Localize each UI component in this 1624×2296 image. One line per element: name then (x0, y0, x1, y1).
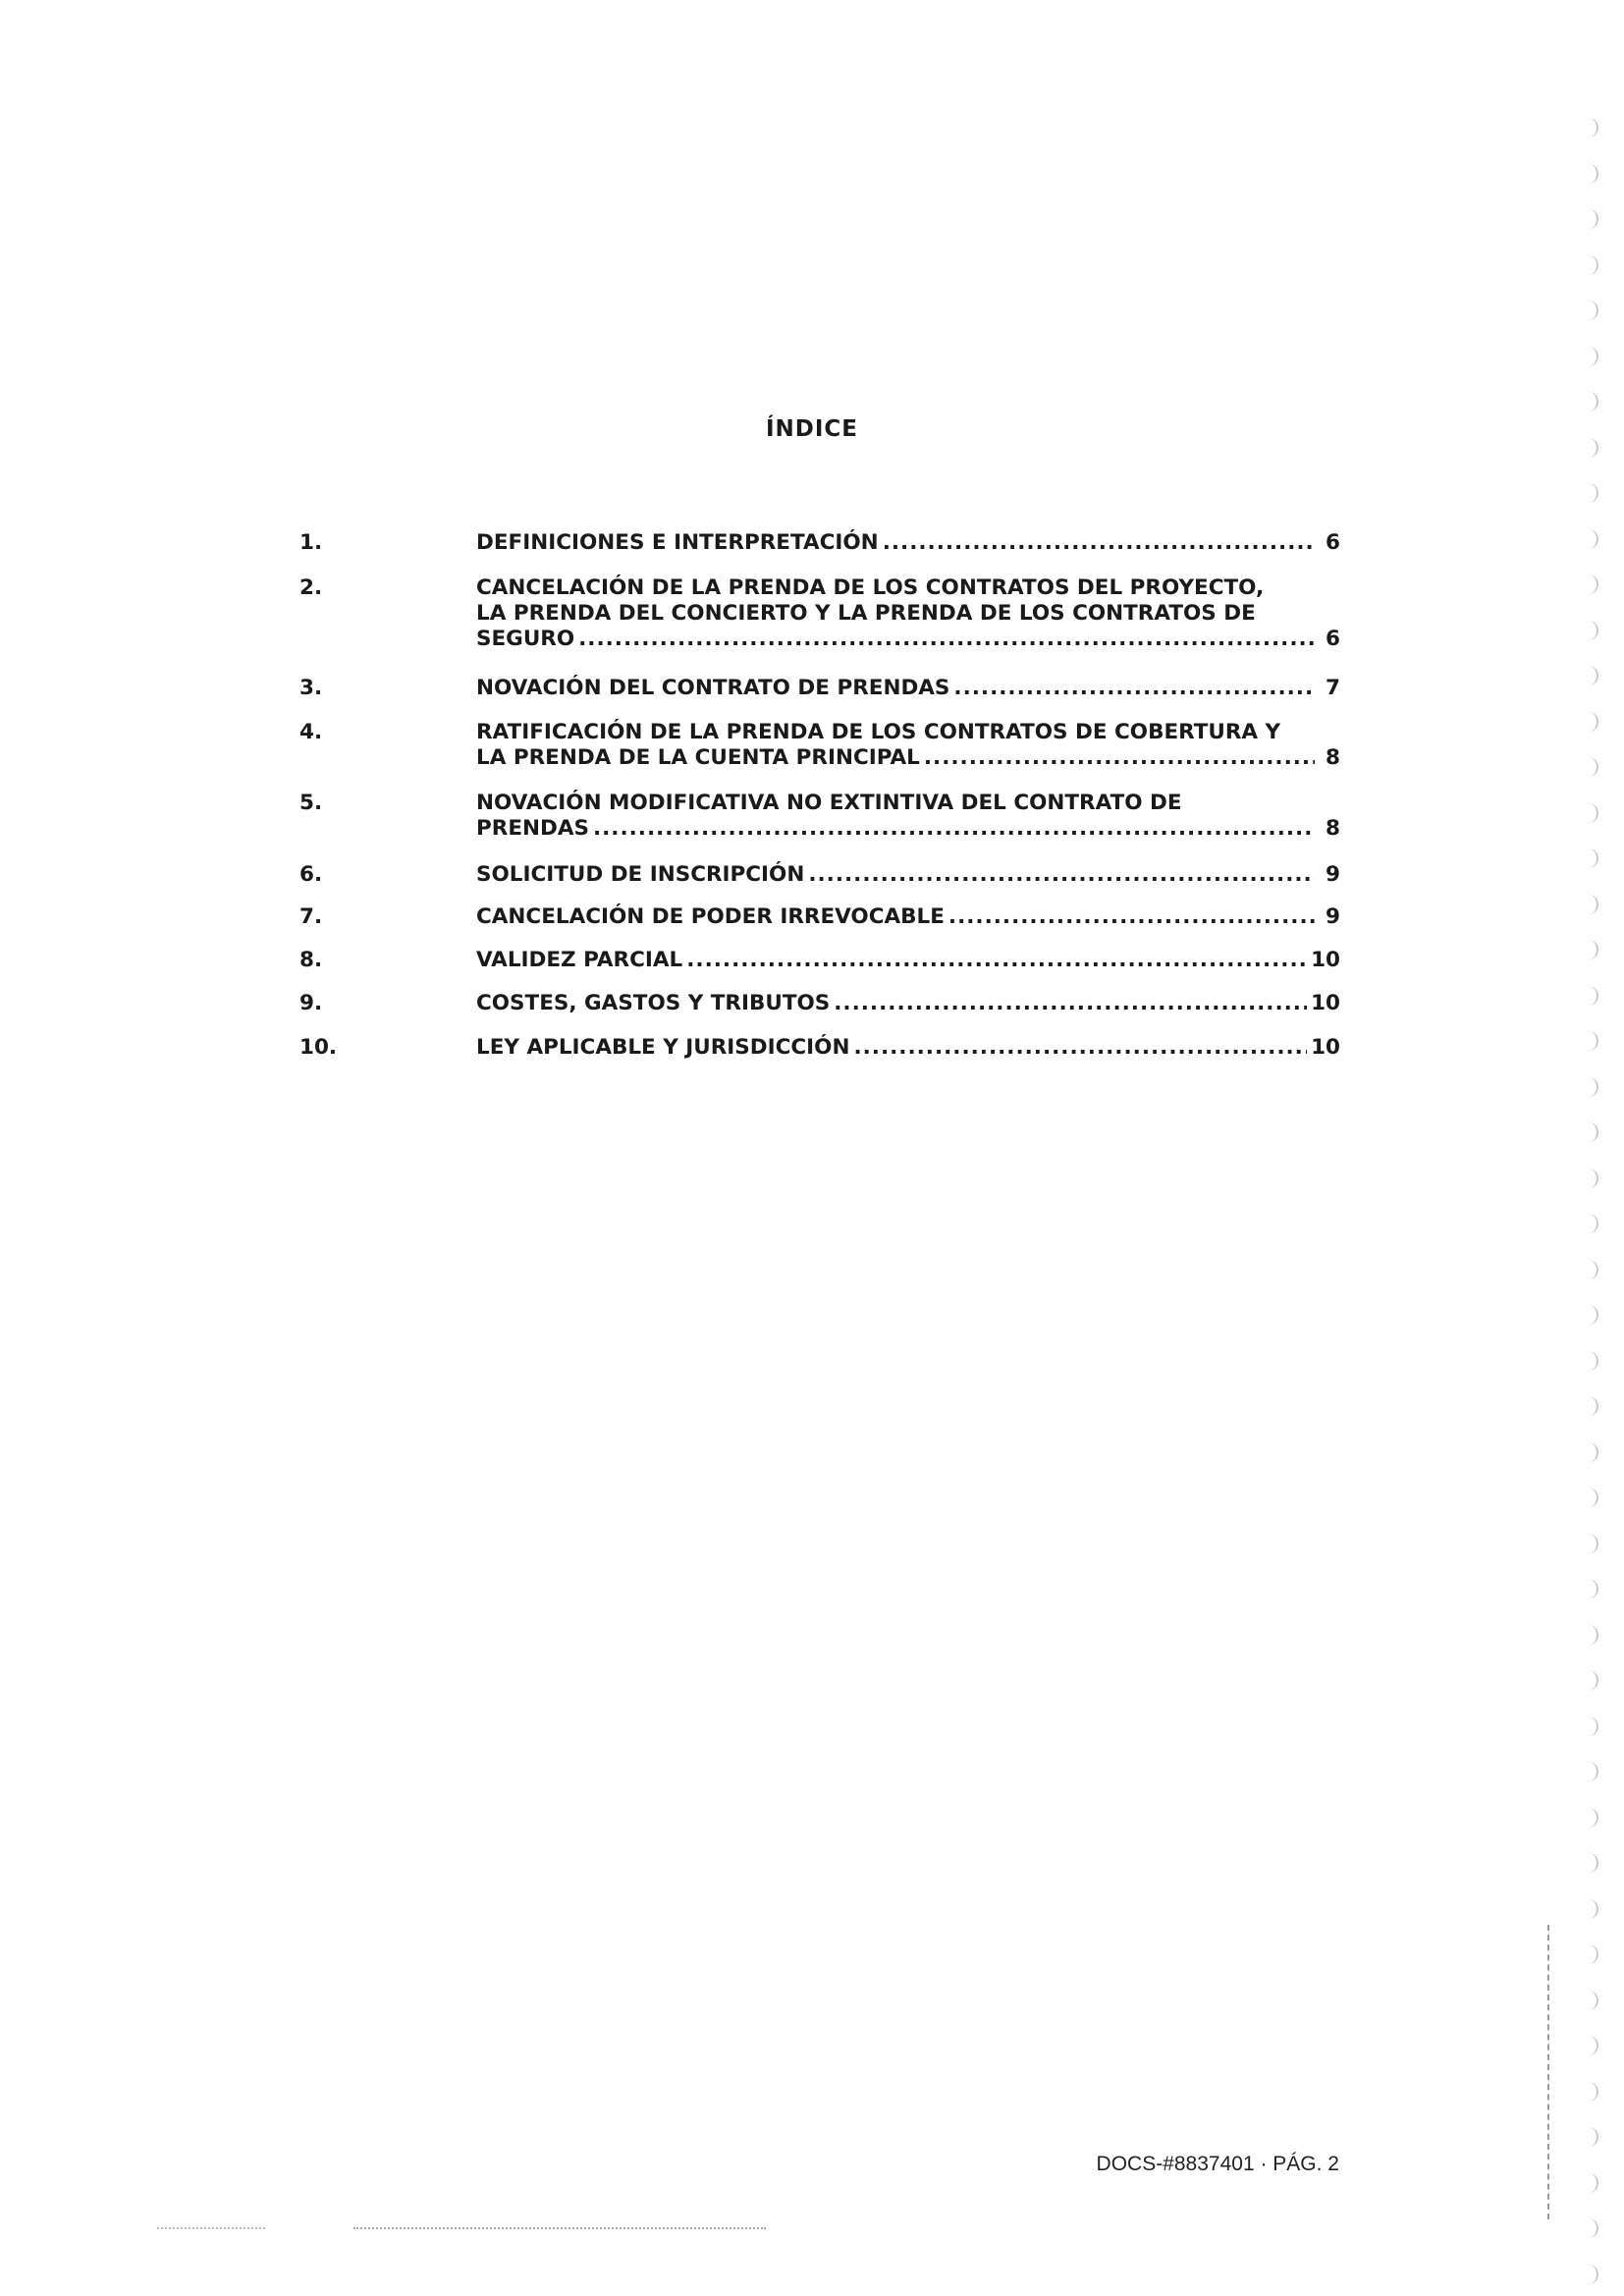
binding-mark (1583, 2036, 1598, 2055)
toc-dot-leader (578, 627, 1315, 652)
binding-mark (1583, 940, 1598, 959)
toc-title: ÍNDICE (765, 416, 859, 442)
toc-page-number: 8 (1326, 745, 1340, 770)
binding-mark (1583, 2218, 1598, 2238)
binding-mark (1583, 118, 1598, 137)
toc-entry-text (476, 791, 1340, 842)
binding-mark (1583, 1579, 1598, 1599)
toc-page-number: 10 (1311, 948, 1340, 972)
toc-entry-heading: SEGURO (476, 627, 575, 651)
toc-entry-number: 4. (299, 720, 323, 744)
toc-dot-leader (924, 745, 1315, 771)
binding-mark (1583, 1670, 1598, 1690)
toc-entry-last-line (476, 948, 1340, 973)
binding-mark (1583, 1077, 1598, 1097)
toc-entry-last-line (476, 862, 1340, 888)
toc-entry (299, 862, 1340, 888)
binding-mark (1583, 1944, 1598, 1964)
toc-page-number: 6 (1326, 627, 1340, 651)
binding-mark (1583, 1122, 1598, 1142)
toc-entry-last-line (476, 991, 1340, 1016)
toc-entry-number: 1. (299, 530, 323, 555)
binding-mark (1583, 621, 1598, 640)
toc-entry-line: RATIFICACIÓN DE LA PRENDA DE LOS CONTRATOS DE COBERTURA Y (476, 720, 1281, 744)
binding-mark (1583, 848, 1598, 868)
toc-entry-heading: CANCELACIÓN DE PODER IRREVOCABLE (476, 904, 945, 929)
toc-entry (299, 991, 1340, 1016)
binding-mark (1583, 2082, 1598, 2102)
binding-mark (1583, 757, 1598, 777)
toc-page-number: 10 (1311, 991, 1340, 1015)
toc-entry-text (476, 676, 1340, 701)
toc-dot-leader (853, 1035, 1307, 1061)
toc-entry (299, 530, 1340, 556)
toc-dot-leader (808, 862, 1315, 888)
toc-entry-heading: VALIDEZ PARCIAL (476, 948, 683, 972)
binding-mark (1583, 1396, 1598, 1416)
binding-mark (1583, 529, 1598, 549)
binding-mark (1583, 712, 1598, 732)
binding-mark (1583, 666, 1598, 685)
toc-dot-leader (948, 904, 1315, 930)
toc-entry-last-line (476, 1035, 1340, 1061)
binding-mark (1583, 2265, 1598, 2284)
toc-dot-leader (593, 816, 1315, 842)
toc-entry-last-line (476, 627, 1340, 652)
toc-entry-number: 5. (299, 791, 323, 815)
toc-entry-text (476, 720, 1340, 771)
toc-entry (299, 575, 1340, 652)
scan-artifact (157, 2227, 265, 2231)
binding-mark (1583, 574, 1598, 594)
toc-page-number: 7 (1326, 676, 1340, 700)
toc-entry-number: 6. (299, 862, 323, 887)
toc-entry-heading: COSTES, GASTOS Y TRIBUTOS (476, 991, 831, 1015)
toc-entry-last-line (476, 745, 1340, 771)
toc-entry-heading: PRENDAS (476, 816, 589, 841)
binding-mark (1583, 895, 1598, 914)
binding-mark (1583, 1031, 1598, 1051)
toc-entry-heading: NOVACIÓN DEL CONTRATO DE PRENDAS (476, 676, 950, 700)
toc-entry-number: 2. (299, 575, 323, 600)
binding-mark (1583, 1214, 1598, 1233)
toc-page-number: 9 (1326, 904, 1340, 929)
binding-mark (1583, 1443, 1598, 1462)
binding-mark (1583, 1899, 1598, 1919)
toc-entry-last-line (476, 676, 1340, 701)
toc-dot-leader (834, 991, 1307, 1016)
binding-mark (1583, 986, 1598, 1006)
footer-reference: DOCS-#8837401 · PÁG. 2 (1096, 2153, 1339, 2175)
toc-entry-heading: SOLICITUD DE INSCRIPCIÓN (476, 862, 805, 887)
binding-mark (1583, 1808, 1598, 1828)
binding-mark (1583, 483, 1598, 503)
binding-mark (1583, 1169, 1598, 1188)
toc-page-number: 8 (1326, 816, 1340, 841)
toc-entry (299, 948, 1340, 973)
binding-mark (1583, 1351, 1598, 1371)
toc-entry-number: 10. (299, 1035, 338, 1060)
binding-mark (1583, 2173, 1598, 2193)
toc-entry-heading: DEFINICIONES E INTERPRETACIÓN (476, 530, 879, 555)
toc-entry-heading: LEY APLICABLE Y JURISDICCIÓN (476, 1035, 850, 1060)
toc-entry-last-line (476, 816, 1340, 842)
binding-marks (1583, 39, 1606, 2278)
toc-entry-heading: LA PRENDA DE LA CUENTA PRINCIPAL (476, 745, 920, 770)
binding-mark (1583, 1260, 1598, 1280)
toc-entry-text (476, 1035, 1340, 1061)
toc-entry-text (476, 575, 1340, 652)
toc-dot-leader (883, 530, 1315, 556)
toc-entry-last-line (476, 904, 1340, 930)
binding-mark (1583, 347, 1598, 366)
toc-dot-leader (953, 676, 1315, 701)
toc-entry-line: CANCELACIÓN DE LA PRENDA DE LOS CONTRATOS DEL PROYECTO, (476, 575, 1265, 600)
toc-entry-last-line (476, 530, 1340, 556)
binding-mark (1583, 1488, 1598, 1507)
binding-mark (1583, 1991, 1598, 2010)
toc-entry-text (476, 904, 1340, 930)
binding-mark (1583, 1762, 1598, 1781)
binding-mark (1583, 803, 1598, 823)
toc-entry (299, 904, 1340, 930)
toc-entry-text (476, 862, 1340, 888)
toc-entry-text (476, 991, 1340, 1016)
toc-entry (299, 720, 1340, 771)
toc-dot-leader (686, 948, 1307, 973)
binding-mark (1583, 1853, 1598, 1873)
toc-entry-number: 9. (299, 991, 323, 1015)
toc-entry (299, 1035, 1340, 1061)
binding-mark (1583, 1534, 1598, 1554)
binding-mark (1583, 392, 1598, 411)
binding-mark (1583, 301, 1598, 320)
binding-mark (1583, 164, 1598, 184)
toc-page-number: 9 (1326, 862, 1340, 887)
toc-entry-number: 3. (299, 676, 323, 700)
toc-entry-line: LA PRENDA DEL CONCIERTO Y LA PRENDA DE LOS CONTRATOS DE (476, 601, 1256, 626)
binding-mark (1583, 1717, 1598, 1736)
toc-page-number: 6 (1326, 530, 1340, 555)
binding-mark (1583, 1625, 1598, 1645)
scan-edge-mark (1547, 1925, 1551, 2219)
binding-mark (1583, 255, 1598, 275)
toc-entry-text (476, 948, 1340, 973)
toc-page-number: 10 (1311, 1035, 1340, 1060)
toc-entry-text (476, 530, 1340, 556)
toc-entry-number: 8. (299, 948, 323, 972)
binding-mark (1583, 1305, 1598, 1325)
toc-entry-number: 7. (299, 904, 323, 929)
toc-entry (299, 676, 1340, 701)
toc-entry-line: NOVACIÓN MODIFICATIVA NO EXTINTIVA DEL CONTRATO DE (476, 791, 1182, 815)
binding-mark (1583, 2127, 1598, 2147)
scan-artifact (353, 2227, 766, 2231)
binding-mark (1583, 209, 1598, 229)
toc-entry (299, 791, 1340, 842)
